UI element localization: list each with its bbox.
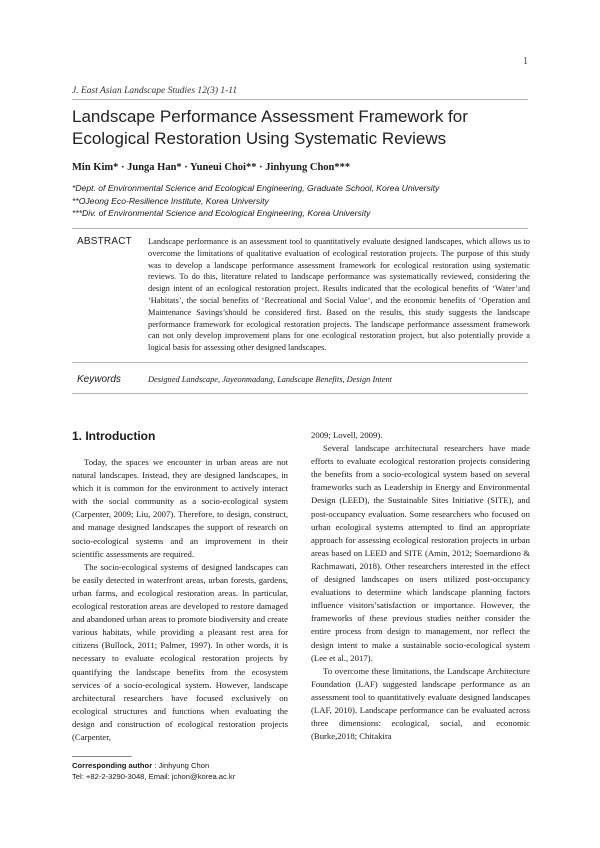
affiliation-1: *Dept. of Environmental Science and Ecological Engineering, Graduate School, Korea University [72,183,440,193]
keywords-bottom-divider [72,393,528,394]
corresponding-author-label: Corresponding author [72,761,153,770]
abstract-label: ABSTRACT [77,236,132,247]
keywords-label: Keywords [77,374,121,385]
header-divider [72,99,528,100]
footnote-divider [72,756,132,757]
left-column [72,456,288,752]
corresponding-author-footnote [72,760,235,782]
right-column [311,429,530,839]
paragraph: To overcome these limitations, the Landscape Architecture Foundation (LAF) suggested landscape performance as an assessment tool to quantitatively evaluate designed landscapes (LAF, 2010). Landscape performance can be evaluated across three dimensions: ecological, social, and economic (Burke,2018; Chitakira [311,665,530,742]
abstract-body: Landscape performance is an assessment tool to quantitatively evaluate designed landscapes, which allows us to overcome the limitations of qualitative evaluation of ecological restoration projects. The purpose of this study was to develop a landscape performance assessment framework for ecological restoration using systematic reviews. To do this, literature related to landscape performance was systematically reviewed, considering the design intent of an ecological restoration project. Results indicated that the ecological benefits of ‘Water’and ‘Habitats’, the social benefits of ‘Recreational and Social Value’, and the economic benefits of ‘Operation and Maintenance Savings’should be considered first. Based on the results, this study suggests the landscape performance framework for ecological restoration projects. The landscape performance assessment framework can not only develop improvement plans for one ecological restoration project, but also potentially provide a logical basis for assessing other designed landscapes. [148,237,530,353]
abstract-top-divider [72,228,528,229]
journal-citation: J. East Asian Landscape Studies 12(3) 1-11 [72,86,238,96]
abstract-bottom-divider [72,362,528,363]
keywords-list: Designed Landscape, Jayeonmadang, Landscape Benefits, Design Intent [148,375,392,384]
author-list: Min Kim* · Junga Han* · Yuneui Choi** · Jinhyung Chon*** [72,162,351,173]
affiliation-2: **OJeong Eco-Resilience Institute, Korea University [72,195,269,206]
paper-title: Landscape Performance Assessment Framework for Ecological Restoration Using Systematic Reviews [72,107,468,148]
affiliation-3: ***Div. of Environmental Science and Ecological Engineering, Korea University [72,208,371,218]
page-number: 1 [523,56,528,67]
affiliations [72,182,439,220]
section-heading-introduction: 1. Introduction [72,429,156,443]
contact-info: Tel: +82-2-3290-3048, Email: jchon@korea.ac.kr [72,772,236,781]
paragraph: The socio-ecological systems of designed landscapes can be easily detected in waterfront areas, urban forests, gardens, urban farms, and ecological restoration areas. In particular, ecological restoration areas are developed to restore damaged and abandoned urban areas to promote biodiversity and create various habitats, while providing a pleasant rest area for citizens (Bullock, 2011; Palmer, 1997). In other words, it is necessary to evaluate ecological restoration projects by quantifying the landscape benefits from the ecosystem services of a socio-ecological system. However, landscape architectural researchers have focused exclusively on ecological structures and functions when evaluating the design and construction of ecological restoration projects (Carpenter, [72,561,288,742]
paragraph: 2009; Lovell, 2009). [311,430,383,440]
paragraph: Today, the spaces we encounter in urban areas are not natural landscapes. Instead, they are designed landscapes, in which it is common for the environment to actively interact with the social community as a socio-ecological system (Carpenter, 2009; Liu, 2007). Therefore, to design, construct, and manage designed landscapes the support of research on socio-ecological systems and an improvement in their scientific assessments are required. [72,457,288,559]
corresponding-author-name: : Jinhyung Chon [154,761,210,770]
paragraph: Several landscape architectural researchers have made efforts to evaluate ecological restoration projects considering the benefits from a socio-ecological system based on several frameworks such as Leadership in Energy and Environmental Design (LEED), the Sustainable Sites Initiative (SITE), and post-occupancy evaluation. Some researchers who focused on urban ecological systems attempted to find an appropriate approach for assessing ecological restoration projects in urban areas based on LEED and SITE (Amin, 2012; Soemardiono & Rachmawati, 2018). Other researchers interested in the effect of designed landscapes on users utilized post-occupancy evaluations to determine which landscape planning factors influence visitors’satisfaction or importance. However, the frameworks of these previous studies neither consider the entire process from design to management, nor reflect the design intent to make a sustainable socio-ecological system (Lee et al., 2017). [311,443,530,663]
